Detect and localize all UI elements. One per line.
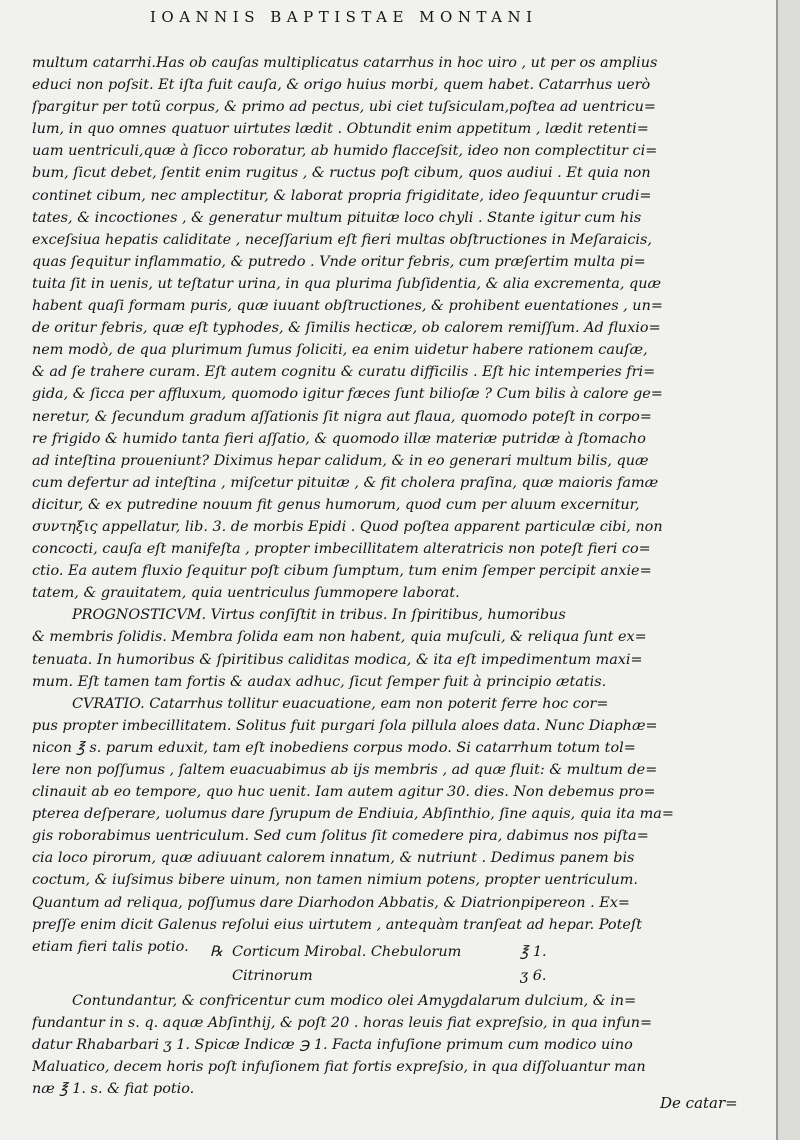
text-line: tuita ſit in uenis, ut teſtatur urina, in qua plurima ſubſidentia, & alia excrementa, quæ	[32, 275, 662, 292]
catchword: De catar=	[660, 1094, 738, 1112]
text-line: lere non poſſumus , ſaltem euacuabimus ab ijs membris , ad quæ fluit: & multum de=	[32, 762, 658, 778]
text-line: multum catarrhi.Has ob cauſas multiplicatus catarrhus in hoc uiro , ut per os amplius	[32, 55, 658, 71]
recipe-ingredient: Citrinorum	[232, 968, 313, 984]
page-gutter-edge	[776, 0, 778, 1140]
text-line: ſpargitur per totũ corpus, & primo ad pectus, ubi ciet tuſsiculam,poſtea ad uentricu=	[32, 99, 656, 116]
text-line: gida, & ſicca per affluxum, quomodo igitur fæces ſunt bilioſæ ? Cum bilis à calore ge=	[32, 386, 663, 403]
recipe-quantity: ʒ 6.	[520, 968, 547, 984]
recipe-block	[210, 940, 580, 988]
recipe-ingredient: Corticum Mirobal. Chebulorum	[232, 944, 462, 960]
text-line: re frigido & humido tanta fieri aſſatio, & quomodo illæ materiæ putridæ à ſtomacho	[32, 430, 646, 447]
recipe-quantity: ℥ 1.	[520, 944, 547, 960]
text-line: nicon ℥ s. parum eduxit, tam eſt inobediens corpus modo. Si catarrhum totum tol=	[32, 739, 636, 756]
text-line: cum defertur ad inteſtina , miſcetur pituitæ , & fit cholera praſina, quæ maioris famæ	[32, 474, 659, 491]
text-line: gis roborabimus uentriculum. Sed cum ſolitus ſit comedere pira, dabimus nos piſta=	[32, 828, 649, 845]
text-line: ctio. Ea autem fluxio ſequitur poſt cibum ſumptum, tum enim ſemper percipit anxie=	[32, 563, 652, 580]
text-line: ad inteſtina proueniunt? Diximus hepar calidum, & in eo generari multum bilis, quæ	[32, 452, 649, 469]
text-line: datur Rhabarbari ʒ 1. Spicæ Indicæ ℈ 1. Facta infuſione primum cum modico uino	[32, 1037, 633, 1054]
text-line: clinauit ab eo tempore, quo huc uenit. Iam autem agitur 30. dies. Non debemus pro=	[32, 784, 656, 801]
recipe-symbol: ℞	[210, 944, 223, 960]
closing-text-block	[32, 990, 774, 1100]
text-line: συντηξις appellatur, lib. 3. de morbis Epidi . Quod poſtea apparent particulæ cibi, non	[32, 518, 663, 535]
main-text-block	[32, 52, 774, 958]
text-line: & ad ſe trahere curam. Eſt autem cognitu & curatu difficilis . Eſt hic intemperies fri=	[32, 364, 656, 381]
text-line: pterea deſperare, uolumus dare ſyrupum de Endiuia, Abſinthio, ſine aquis, quia ita ma=	[32, 806, 674, 823]
text-line: preſſe enim dicit Galenus reſolui eius uirtutem , antequàm tranſeat ad hepar. Poteſt	[32, 916, 643, 933]
recipe-row	[210, 964, 580, 988]
text-line: cia loco pirorum, quæ adiuuant calorem innatum, & nutriunt . Dedimus panem bis	[32, 850, 635, 867]
text-line: uam uentriculi,quæ à ſicco roboratur, ab humido flacceſsit, ideo non complectitur ci=	[32, 143, 658, 160]
text-line: etiam fieri talis potio.	[32, 938, 189, 955]
text-line: tatem, & grauitatem, quia uentriculus ſummopere laborat.	[32, 585, 460, 602]
text-line: næ ℥ 1. s. & fiat potio.	[32, 1081, 195, 1098]
text-line: nem modò, de qua plurimum ſumus ſoliciti, ea enim uidetur habere rationem cauſæ,	[32, 342, 648, 359]
text-line: dicitur, & ex putredine nouum fit genus humorum, quod cum per aluum excernitur,	[32, 496, 640, 513]
text-line: pus propter imbecillitatem. Solitus fuit purgari ſola pillula aloes data. Nunc Diaphæ=	[32, 717, 658, 734]
recipe-row	[210, 940, 580, 964]
text-line: exceſsiua hepatis caliditate , neceſſarium eſt fieri multas obſtructiones in Meſaraicis,	[32, 231, 652, 248]
text-line: CVRATIO. Catarrhus tollitur euacuatione, eam non poterit ferre hoc cor=	[72, 695, 609, 712]
text-line: habent quaſi formam puris, quæ iuuant obſtructiones, & prohibent euentationes , un=	[32, 298, 663, 315]
text-line: de oritur febris, quæ eſt typhodes, & ſimilis hecticæ, ob calorem remiſſum. Ad fluxio=	[32, 320, 661, 337]
page-gutter-shadow	[776, 0, 800, 1140]
text-line: tates, & incoctiones , & generatur multum pituitæ loco chyli . Stante igitur cum his	[32, 209, 642, 226]
text-line: Contundantur, & confricentur cum modico olei Amygdalarum dulcium, & in=	[72, 993, 637, 1009]
text-line: tenuata. In humoribus & ſpiritibus caliditas modica, & ita eſt impedimentum maxi=	[32, 651, 643, 668]
text-line: & membris ſolidis. Membra ſolida eam non habent, quia muſculi, & reliqua ſunt ex=	[32, 629, 647, 646]
text-line: Quantum ad reliqua, poſſumus dare Diarhodon Abbatis, & Diatrionpipereon . Ex=	[32, 894, 630, 911]
text-line: concocti, cauſa eſt manifeſta , propter imbecillitatem alteratricis non poteſt fieri co=	[32, 541, 651, 558]
text-line: educi non poſsit. Et iſta fuit cauſa, & origo huius morbi, quem habet. Catarrhus uerò	[32, 77, 651, 94]
text-line: continet cibum, nec amplectitur, & laborat propria frigiditate, ideo ſequuntur crudi=	[32, 187, 652, 204]
text-line: neretur, & ſecundum gradum aſſationis ſit nigra aut flaua, quomodo poteſt in corpo=	[32, 408, 652, 425]
text-line: lum, in quo omnes quatuor uirtutes lædit . Obtundit enim appetitum , lædit retenti=	[32, 121, 649, 138]
text-line: fundantur in s. q. aquæ Abſinthij, & poſt 20 . horas leuis fiat expreſsio, in qua infun=	[32, 1015, 653, 1032]
text-line: mum. Eſt tamen tam fortis & audax adhuc, ſicut ſemper fuit à principio ætatis.	[32, 673, 607, 690]
text-line: coctum, & iuſsimus bibere uinum, non tamen nimium potens, propter uentriculum.	[32, 872, 638, 889]
running-head: IOANNIS BAPTISTAE MONTANI	[150, 8, 538, 26]
text-line: bum, ſicut debet, ſentit enim rugitus , & ructus poſt cibum, quos audiui . Et quia non	[32, 165, 651, 182]
text-line: PROGNOSTICVM. Virtus conſiſtit in tribus. In ſpiritibus, humoribus	[72, 607, 566, 624]
text-line: Maluatico, decem horis poſt infuſionem fiat fortis expreſsio, in qua diſſoluantur man	[32, 1059, 646, 1076]
text-line: quas ſequitur inflammatio, & putredo . Vnde oritur febris, cum præſertim multa pi=	[32, 253, 646, 270]
